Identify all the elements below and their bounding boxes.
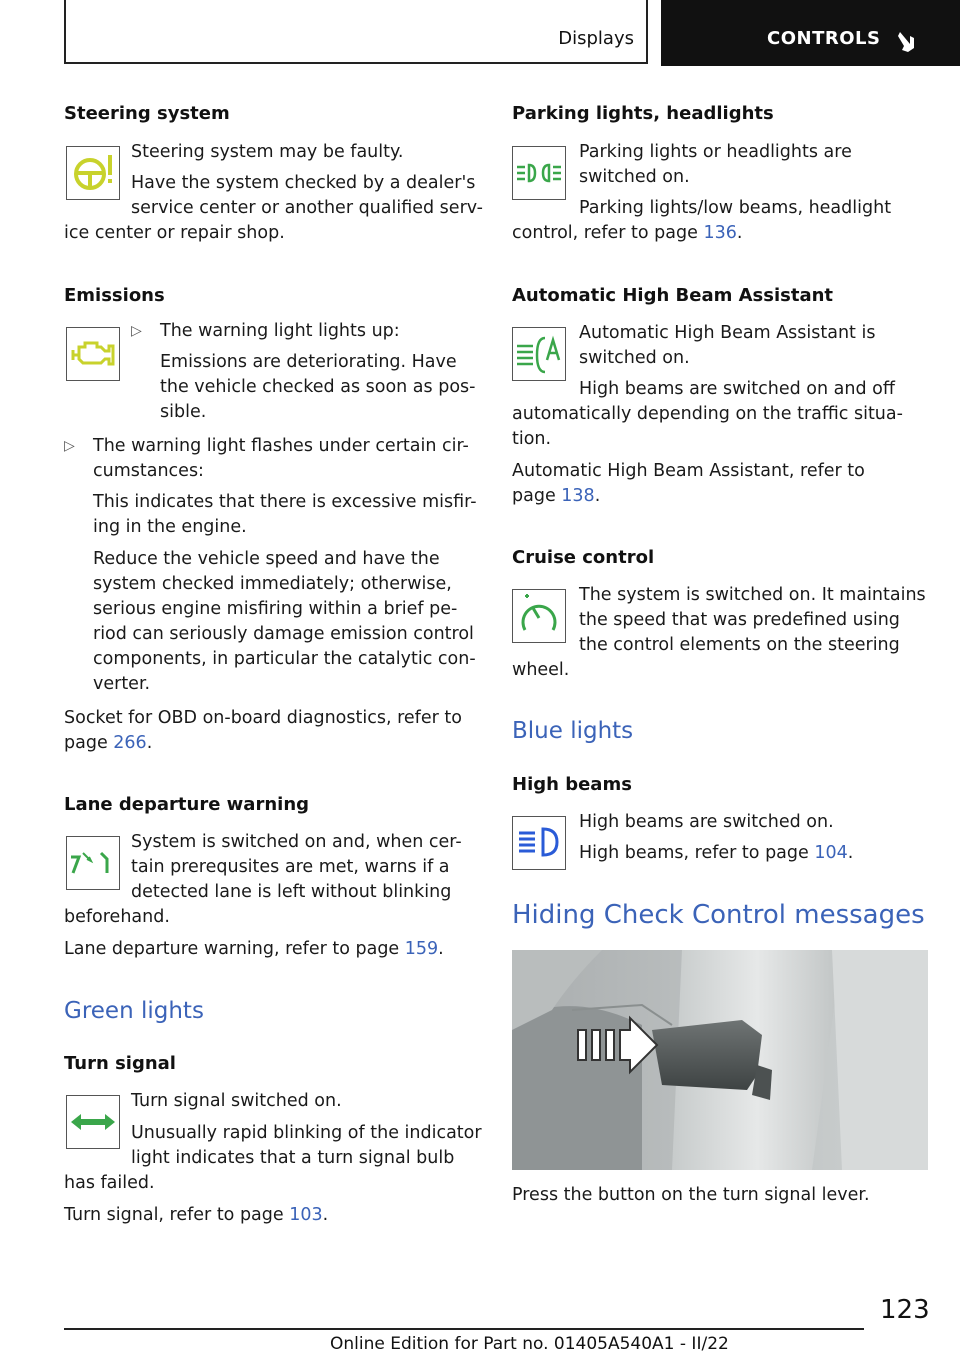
ahba-text-1a: Automatic High Beam Assistant is bbox=[579, 323, 876, 343]
emissions-bullet-2a: The warning light flashes under certain cir- bbox=[93, 436, 469, 456]
obd-reference-line-2 bbox=[64, 731, 152, 757]
emissions-bullet-2b: cumstances: bbox=[93, 461, 204, 481]
footer-divider bbox=[64, 1328, 864, 1330]
lane-page-link[interactable]: 159 bbox=[404, 939, 439, 959]
steering-system-heading: Steering system bbox=[64, 103, 230, 124]
ahba-text-1b: switched on. bbox=[579, 348, 690, 368]
hiding-check-control-heading: Hiding Check Control messages bbox=[512, 900, 925, 930]
turn-text-2a: Unusually rapid blinking of the indicator bbox=[131, 1123, 482, 1143]
ahba-ref-text: page bbox=[512, 486, 562, 506]
emissions-bullet-1: The warning light lights up: bbox=[160, 321, 400, 341]
emissions-bullet-2c: This indicates that there is excessive misfir- bbox=[93, 492, 477, 512]
blue-lights-heading: Blue lights bbox=[512, 718, 634, 744]
ahba-ref-end: . bbox=[594, 486, 601, 506]
lane-text-1: System is switched on and, when cer- bbox=[131, 832, 462, 852]
parking-ref-text: control, refer to page bbox=[512, 223, 704, 243]
parking-text-1b: switched on. bbox=[579, 167, 690, 187]
footer-edition: Online Edition for Part no. 01405A540A1 - II/22 bbox=[330, 1334, 729, 1354]
ahba-page-link[interactable]: 138 bbox=[561, 486, 595, 506]
obd-ref-text: page bbox=[64, 733, 114, 753]
cruise-text-1d: wheel. bbox=[512, 660, 570, 680]
obd-page-link[interactable]: 266 bbox=[113, 733, 147, 753]
lane-departure-icon-frame bbox=[66, 836, 120, 890]
parking-ref-end: . bbox=[736, 223, 743, 243]
emissions-bullet-2e: Reduce the vehicle speed and have the bbox=[93, 549, 440, 569]
emissions-heading: Emissions bbox=[64, 285, 165, 306]
steering-text-2a: Have the system checked by a dealer's bbox=[131, 173, 476, 193]
ahba-reference bbox=[512, 484, 600, 510]
turn-ref-text: Turn signal, refer to page bbox=[64, 1205, 290, 1225]
cruise-text-1a: The system is switched on. It maintains bbox=[579, 585, 926, 605]
parking-reference bbox=[512, 221, 742, 247]
emissions-bullet-2f: system checked immediately; otherwise, bbox=[93, 574, 452, 594]
ahba-text-2a: High beams are switched on and off bbox=[579, 379, 895, 399]
high-beam-assistant-icon-frame bbox=[512, 327, 566, 381]
high-beams-text-1: High beams are switched on. bbox=[579, 812, 834, 832]
lane-reference bbox=[64, 937, 444, 963]
lane-text-3: detected lane is left without blinking bbox=[131, 882, 452, 902]
steering-text-1: Steering system may be faulty. bbox=[131, 142, 404, 162]
ahba-text-2c: tion. bbox=[512, 429, 552, 449]
steering-warning-icon bbox=[67, 147, 119, 199]
turn-signal-lever-illustration bbox=[512, 950, 928, 1170]
obd-ref-end: . bbox=[146, 733, 153, 753]
high-beams-heading: High beams bbox=[512, 774, 632, 795]
high-beams-ref-end: . bbox=[847, 843, 854, 863]
lane-ref-text: Lane departure warning, refer to page bbox=[64, 939, 405, 959]
lane-ref-end: . bbox=[438, 939, 444, 959]
hand-pointer-icon bbox=[896, 30, 918, 54]
high-beams-ref-text: High beams, refer to page bbox=[579, 843, 815, 863]
emissions-bullet-2j: verter. bbox=[93, 674, 151, 694]
green-lights-heading: Green lights bbox=[64, 998, 204, 1024]
emissions-bullet-2d: ing in the engine. bbox=[93, 517, 247, 537]
emissions-bullet-2h: riod can seriously damage emission control bbox=[93, 624, 474, 644]
lane-text-2: tain prerequsites are met, warns if a bbox=[131, 857, 450, 877]
parking-text-2a: Parking lights/low beams, headlight bbox=[579, 198, 892, 218]
emissions-bullet-1c: sible. bbox=[160, 402, 207, 422]
engine-warning-icon-frame bbox=[66, 327, 120, 381]
parking-page-link[interactable]: 136 bbox=[703, 223, 737, 243]
cruise-text-1c: the control elements on the steering bbox=[579, 635, 900, 655]
lever-illustration-graphic bbox=[512, 950, 928, 1170]
turn-text-1: Turn signal switched on. bbox=[131, 1091, 342, 1111]
turn-text-2c: has failed. bbox=[64, 1173, 155, 1193]
steering-text-2b: service center or another qualified serv- bbox=[131, 198, 483, 218]
header-chapter-title: CONTROLS bbox=[767, 28, 881, 49]
page-number: 123 bbox=[880, 1295, 930, 1325]
steering-text-2c: ice center or repair shop. bbox=[64, 223, 285, 243]
parking-lights-icon bbox=[513, 147, 565, 199]
high-beams-reference bbox=[579, 841, 853, 867]
emissions-bullet-2g: serious engine misfiring within a brief pe- bbox=[93, 599, 458, 619]
high-beams-page-link[interactable]: 104 bbox=[814, 843, 848, 863]
lane-departure-heading: Lane departure warning bbox=[64, 794, 310, 815]
cruise-control-icon bbox=[513, 590, 565, 642]
lane-text-4: beforehand. bbox=[64, 907, 170, 927]
header-section-tab bbox=[64, 0, 648, 64]
steering-warning-icon-frame bbox=[66, 146, 120, 200]
bullet-marker: ▷ bbox=[64, 438, 75, 454]
turn-reference bbox=[64, 1203, 328, 1229]
turn-page-link[interactable]: 103 bbox=[289, 1205, 323, 1225]
parking-lights-icon-frame bbox=[512, 146, 566, 200]
high-beam-icon-frame bbox=[512, 816, 566, 870]
emissions-bullet-1b: the vehicle checked as soon as pos- bbox=[160, 377, 476, 397]
high-beam-icon bbox=[513, 817, 565, 869]
turn-signal-heading: Turn signal bbox=[64, 1053, 176, 1074]
lane-departure-icon bbox=[67, 837, 119, 889]
ahba-text-2b: automatically depending on the traffic situa- bbox=[512, 404, 903, 424]
high-beam-assistant-icon bbox=[513, 328, 565, 380]
engine-warning-icon bbox=[67, 328, 119, 380]
emissions-bullet-2i: components, in particular the catalytic con- bbox=[93, 649, 476, 669]
obd-reference-line-1: Socket for OBD on-board diagnostics, refer to bbox=[64, 708, 462, 728]
cruise-control-heading: Cruise control bbox=[512, 547, 655, 568]
turn-ref-end: . bbox=[322, 1205, 329, 1225]
cruise-control-icon-frame bbox=[512, 589, 566, 643]
turn-signal-icon-frame bbox=[66, 1095, 120, 1149]
turn-text-2b: light indicates that a turn signal bulb bbox=[131, 1148, 455, 1168]
ahba-text-3a: Automatic High Beam Assistant, refer to bbox=[512, 461, 865, 481]
parking-lights-heading: Parking lights, headlights bbox=[512, 103, 774, 124]
turn-signal-icon bbox=[67, 1096, 119, 1148]
ahba-heading: Automatic High Beam Assistant bbox=[512, 285, 834, 306]
header-section-title: Displays bbox=[558, 28, 634, 49]
bullet-marker: ▷ bbox=[131, 323, 142, 339]
illustration-caption: Press the button on the turn signal lever. bbox=[512, 1185, 870, 1205]
emissions-bullet-1a: Emissions are deteriorating. Have bbox=[160, 352, 457, 372]
parking-text-1a: Parking lights or headlights are bbox=[579, 142, 852, 162]
cruise-text-1b: the speed that was predefined using bbox=[579, 610, 900, 630]
